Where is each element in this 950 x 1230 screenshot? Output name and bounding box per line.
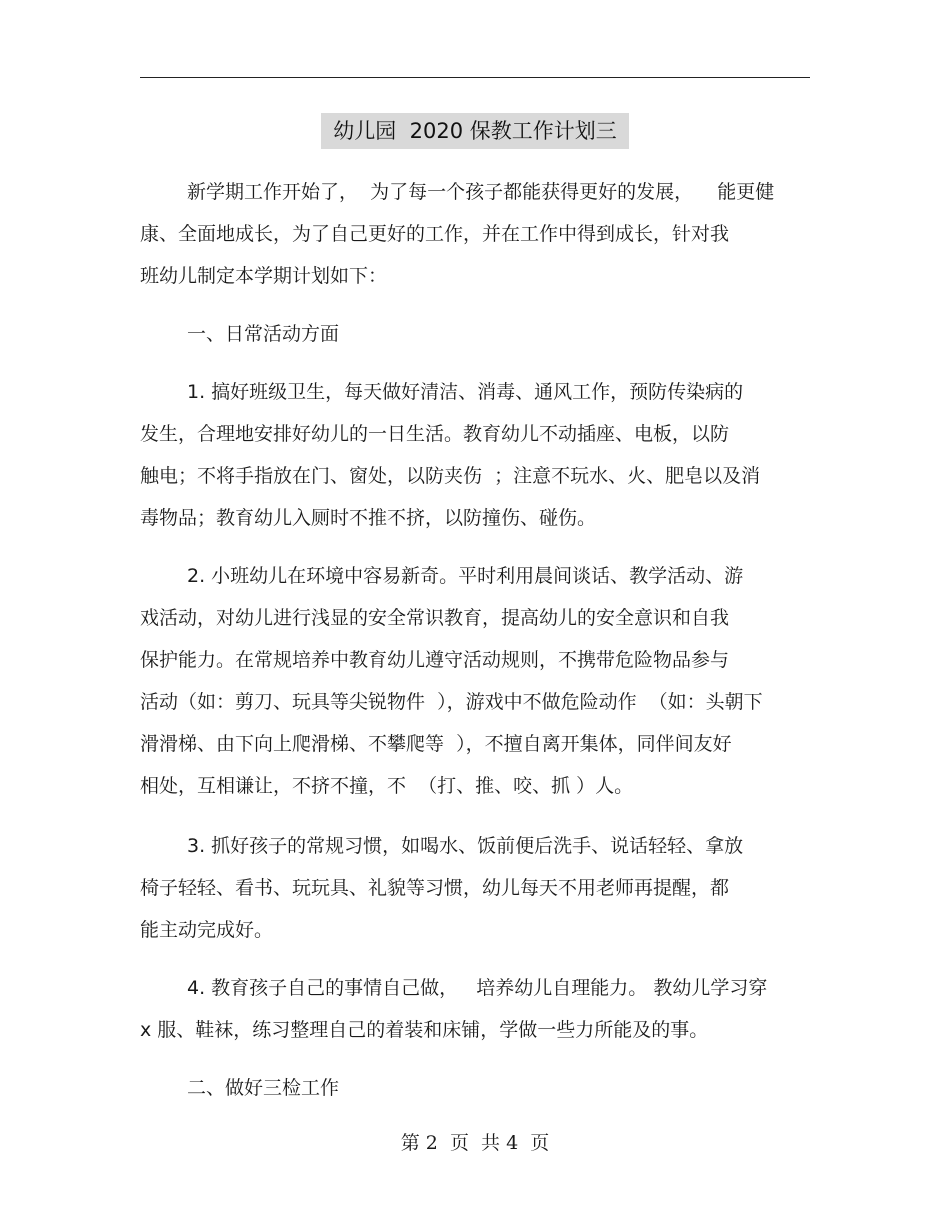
item-3-paragraph	[140, 825, 810, 951]
paragraph-line: 3. 抓好孩子的常规习惯，如喝水、饭前便后洗手、说话轻轻、拿放	[187, 835, 744, 857]
paragraph-line: 触电；不将手指放在门、窗处，以防夹伤 ；注意不玩水、火、肥皂以及消	[140, 465, 761, 487]
paragraph-line: 新学期工作开始了， 为了每一个孩子都能获得更好的发展， 能更健	[187, 181, 775, 203]
paragraph-line: 活动（如：剪刀、玩具等尖锐物件 ），游戏中不做危险动作 （如：头朝下	[140, 691, 763, 713]
item-4-paragraph	[140, 967, 810, 1051]
paragraph-line: 保护能力。在常规培养中教育幼儿遵守活动规则，不携带危险物品参与	[140, 649, 730, 671]
header-rule	[140, 77, 810, 78]
paragraph-line: 戏活动，对幼儿进行浅显的安全常识教育，提高幼儿的安全意识和自我	[140, 607, 730, 629]
document-title: 幼儿园 2020 保教工作计划三	[321, 113, 628, 149]
paragraph-line: 班幼儿制定本学期计划如下：	[140, 265, 388, 287]
section-heading-1	[140, 313, 810, 355]
paragraph-line: 4. 教育孩子自己的事情自己做， 培养幼儿自理能力。 教幼儿学习穿	[187, 977, 768, 999]
paragraph-line: 1. 搞好班级卫生，每天做好清洁、消毒、通风工作，预防传染病的	[187, 381, 744, 403]
paragraph-line: 滑滑梯、由下向上爬滑梯、不攀爬等 ），不擅自离开集体，同伴间友好	[140, 733, 732, 755]
section-heading: 二、做好三检工作	[187, 1077, 340, 1099]
section-heading-2	[140, 1067, 810, 1109]
paragraph-line: 能主动完成好。	[140, 919, 274, 941]
intro-paragraph	[140, 171, 810, 297]
paragraph-line: 毒物品；教育幼儿入厕时不推不挤，以防撞伤、碰伤。	[140, 507, 597, 529]
page-footer: 第 2 页 共 4 页	[400, 1132, 550, 1154]
paragraph-line: 发生，合理地安排好幼儿的一日生活。教育幼儿不动插座、电板，以防	[140, 423, 730, 445]
item-1-paragraph	[140, 371, 810, 539]
section-heading: 一、日常活动方面	[187, 323, 340, 345]
paragraph-line: 椅子轻轻、看书、玩玩具、礼貌等习惯，幼儿每天不用老师再提醒，都	[140, 877, 730, 899]
title-container	[0, 113, 950, 149]
paragraph-line: 2. 小班幼儿在环境中容易新奇。平时利用晨间谈话、教学活动、游	[187, 565, 744, 587]
paragraph-line: 康、全面地成长，为了自己更好的工作，并在工作中得到成长，针对我	[140, 223, 730, 245]
item-2-paragraph	[140, 555, 810, 807]
paragraph-line: x 服、鞋袜，练习整理自己的着装和床铺，学做一些力所能及的事。	[140, 1019, 709, 1041]
paragraph-line: 相处，互相谦让，不挤不撞，不 （打、推、咬、抓 ）人。	[140, 775, 634, 797]
